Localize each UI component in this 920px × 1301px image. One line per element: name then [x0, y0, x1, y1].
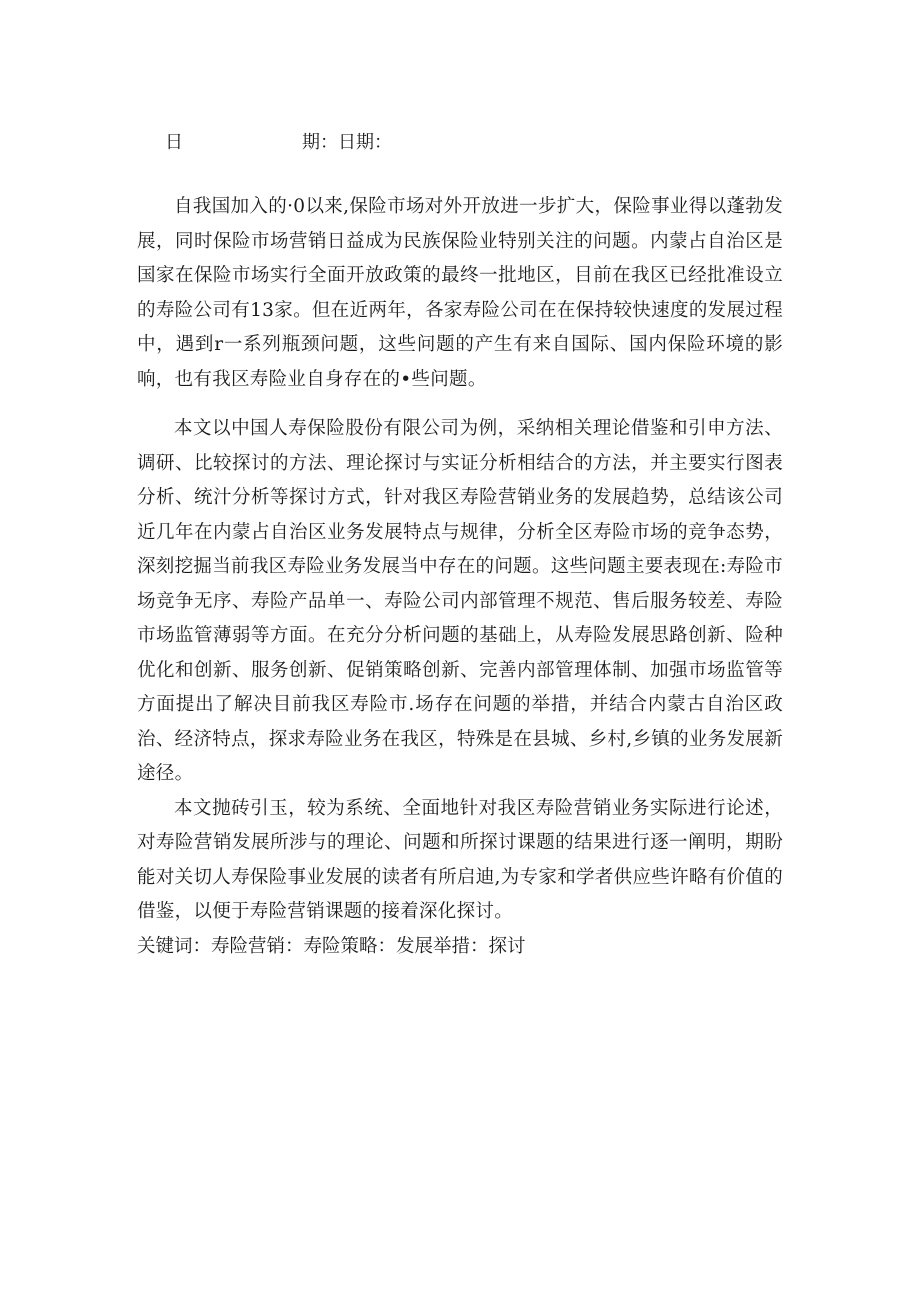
abstract-paragraph-1: 自我国加入的·0以来,保险市场对外开放进一步扩大，保险事业得以蓬勃发展，同时保险市场营销日益成为民族保险业特别关注的问题。内蒙占自治区是国家在保险市场实行全面开放政策的最终一批地区，目前在我区已经批准设立的寿险公司有13家。但在近两年，各家寿险公司在在保持较快速度的发展过程中，遇到r一系列瓶颈问题，这些问题的产生有来自国际、国内保险环境的影响，也有我区寿险业自身存在的•些问题。	[137, 196, 783, 390]
date-line	[165, 128, 425, 158]
abstract-paragraph-2: 本文以中国人寿保险股份有限公司为例，采纳相关理论借鉴和引申方法、调研、比较探讨的方法、理论探讨与实证分析相结合的方法，并主要实行图表分析、统汁分析等探讨方式，针对我区寿险营销业务的发展趋势，总结该公司近几年在内蒙占自治区业务发展特点与规律，分析全区寿险市场的竞争态势，深刻挖掘当前我区寿险业务发展当中存在的问题。这些问题主要表现在:寿险市场竞争无序、寿险产品单一、寿险公司内部管理不规范、售后服务较差、寿险市场监管薄弱等方面。在充分分析问题的基础上，从寿险发展思路创新、险种优化和创新、服务创新、促销策略创新、完善内部管理体制、加强市场监管等方面提出了解决目前我区寿险市.场存在问题的举措，并结合内蒙古自治区政治、经济特点，探求寿险业务在我区，特殊是在县城、乡村,乡镇的业务发展新途径。	[137, 418, 783, 784]
abstract-body	[137, 190, 783, 964]
date-label-right: 期：日期：	[302, 132, 392, 153]
abstract-paragraph-3: 本文抛砖引玉，较为系统、全面地针对我区寿险营销业务实际进行论述，对寿险营销发展所涉与的理论、问题和所探讨课题的结果进行逐一阐明，期盼能对关切人寿保险事业发展的读者有所启迪,为专家和学者供应些许略有价值的借鉴，以便于寿险营销课题的接着深化探讨。	[137, 797, 783, 922]
keywords-line: 关键词：寿险营销：寿险策略：发展举措：探讨	[137, 935, 526, 957]
date-label-left: 日	[165, 132, 183, 153]
